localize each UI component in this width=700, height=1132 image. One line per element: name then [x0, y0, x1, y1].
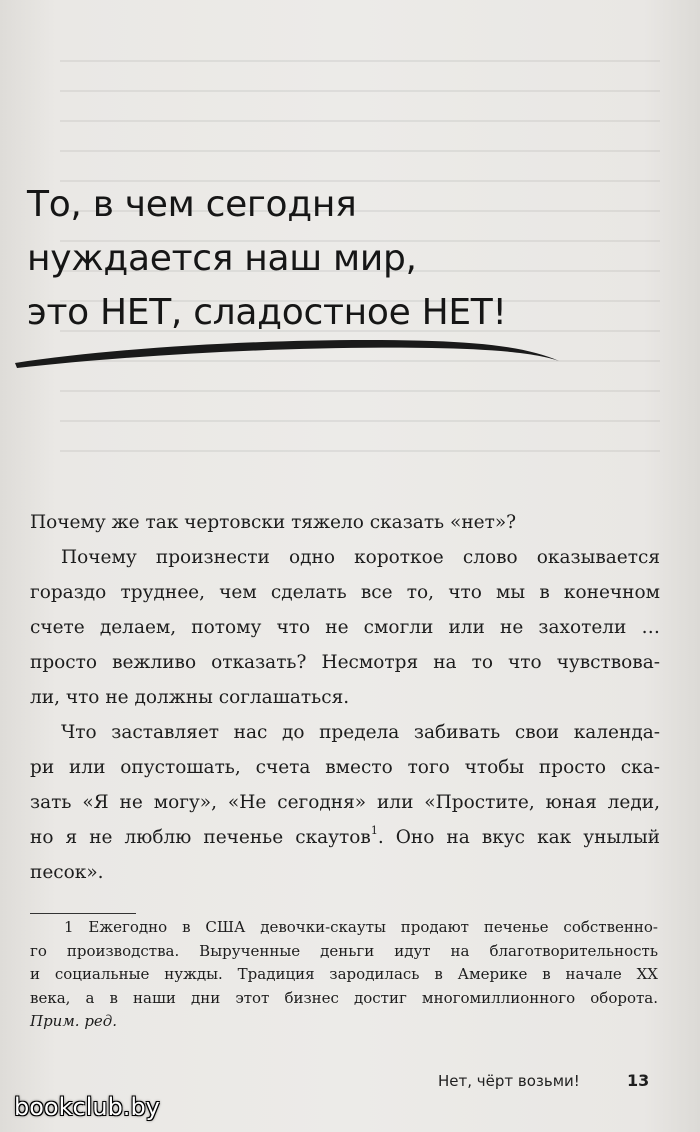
- text-line: счете делаем, потому что не смогли или не захотели …: [30, 617, 660, 638]
- editor-note: Прим. ред.: [30, 1012, 118, 1030]
- underline-swoosh: [12, 335, 572, 375]
- text-line: [30, 820, 660, 855]
- chapter-headline: [27, 178, 647, 340]
- footnote: [30, 916, 658, 1034]
- text-line: песок».: [30, 862, 104, 883]
- headline-line-1: То, в чем сегодня: [27, 184, 357, 225]
- footnote-divider: [30, 913, 136, 914]
- footnote-note-line: [30, 1010, 658, 1034]
- footnote-line: и социальные нужды. Традиция зародилась в Америке в начале XX: [30, 965, 658, 983]
- text-line: гораздо труднее, чем сделать все то, что мы в конечном: [30, 582, 660, 603]
- footnote-line: века, а в наши дни этот бизнес достиг многомиллионного оборота.: [30, 988, 658, 1007]
- headline-line-3: это НЕТ, сладостное НЕТ!: [27, 292, 507, 333]
- watermark: bookclub.by: [14, 1093, 160, 1121]
- text-line: зать «Я не могу», «Не сегодня» или «Простите, юная леди,: [30, 792, 660, 813]
- text-fragment: . Оно на вкус как унылый: [377, 827, 660, 848]
- text-line: ри или опустошать, счета вместо того чтобы просто ска-: [30, 757, 660, 778]
- paragraph-1: [30, 505, 660, 540]
- footnote-ref: 1: [370, 824, 378, 837]
- paragraph-3: [30, 715, 660, 890]
- text-line: Что заставляет нас до предела забивать свои календа-: [61, 722, 660, 743]
- page-number: 13: [627, 1071, 650, 1090]
- text-line: Почему же так чертовски тяжело сказать «нет»?: [30, 512, 517, 533]
- footnote-line: го производства. Вырученные деньги идут на благотворительность: [30, 941, 658, 960]
- footnote-line: 1 Ежегодно в США девочки-скауты продают печенье собственно-: [64, 918, 658, 936]
- text-line: ли, что не должны соглашаться.: [30, 687, 350, 708]
- text-fragment: но я не люблю печенье скаутов: [30, 827, 371, 848]
- text-line: просто вежливо отказать? Несмотря на то что чувствова-: [30, 652, 660, 673]
- paragraph-2: [30, 540, 660, 715]
- running-head: Нет, чёрт возьми!: [438, 1072, 580, 1090]
- text-line: Почему произнести одно короткое слово оказывается: [61, 547, 660, 568]
- body-text: [30, 505, 660, 890]
- headline-line-2: нуждается наш мир,: [27, 238, 417, 279]
